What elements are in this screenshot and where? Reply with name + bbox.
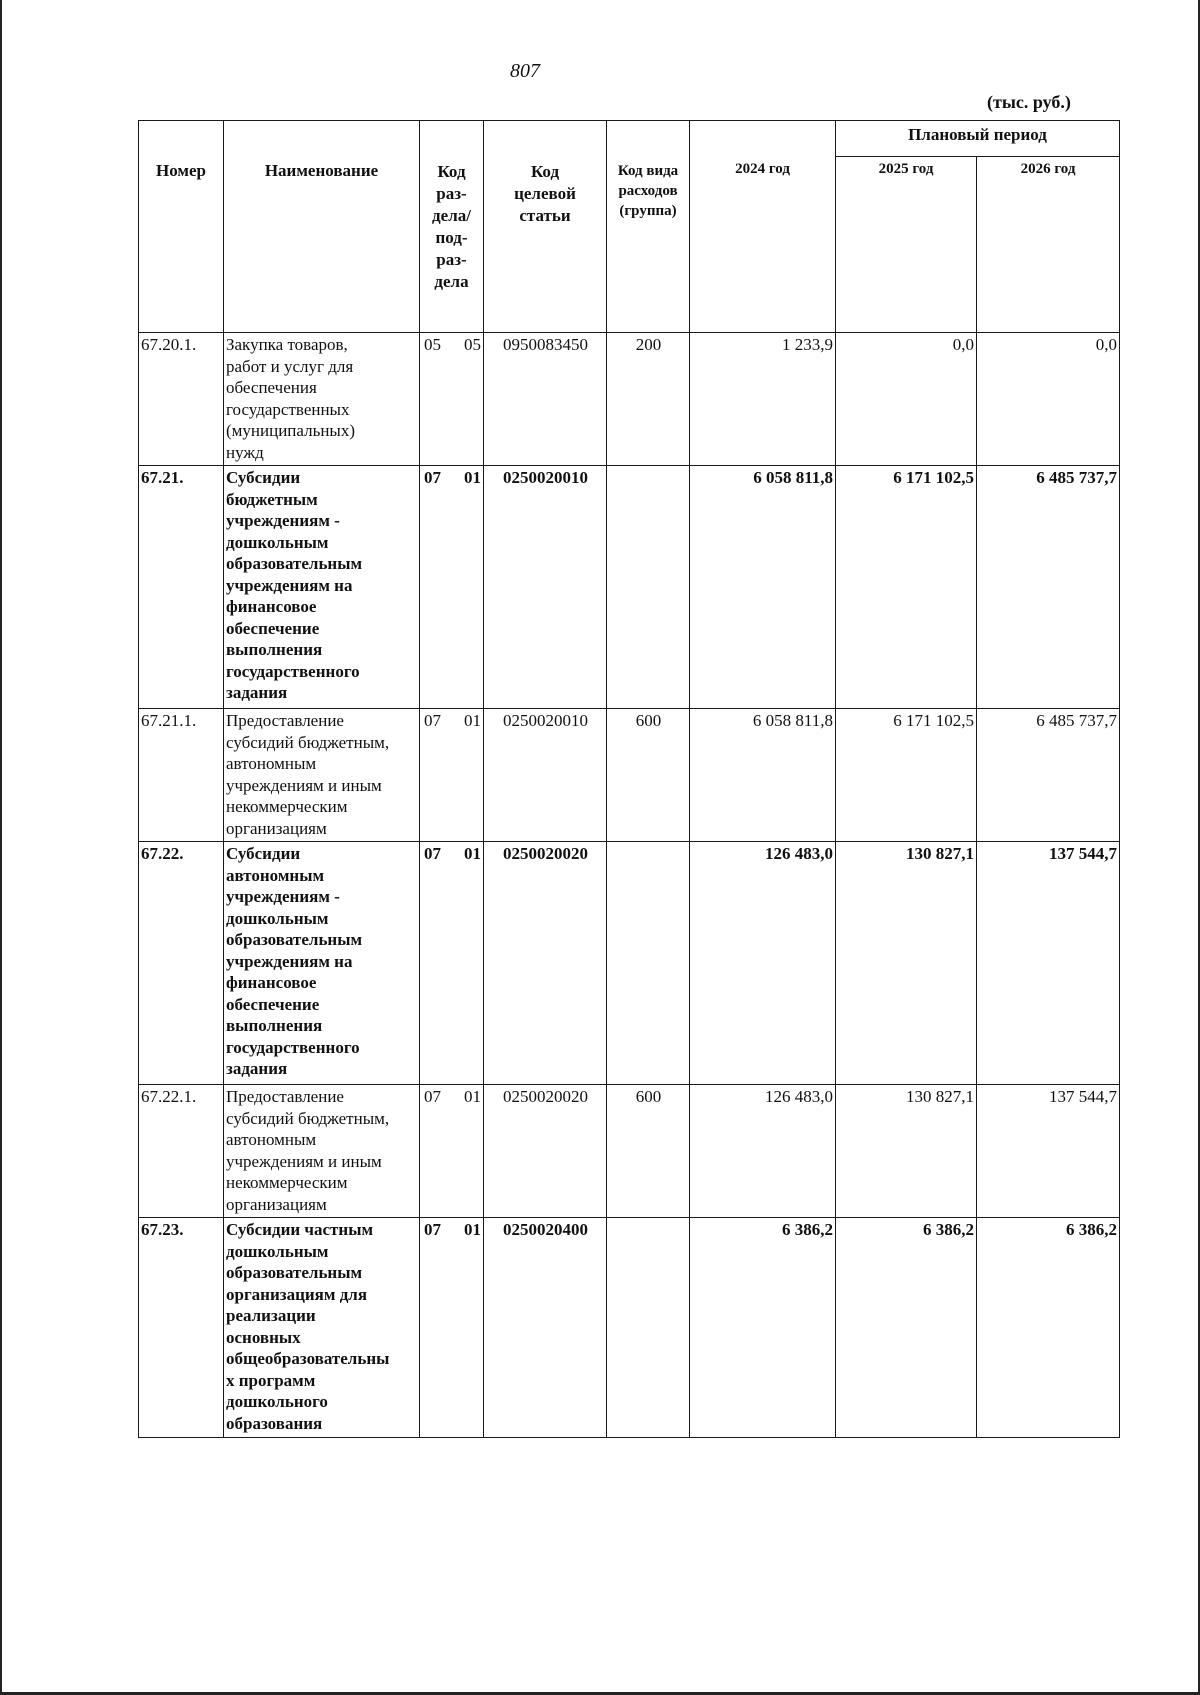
row-name-line: учреждениям и иным xyxy=(226,1151,382,1171)
row-vid-code xyxy=(607,466,690,709)
row-number: 67.21. xyxy=(139,466,224,709)
row-name-line: задания xyxy=(226,683,288,702)
row-razdel-code: 07 xyxy=(424,1220,441,1239)
row-podrazdel-code: 01 xyxy=(464,1087,481,1106)
row-razdel xyxy=(420,709,484,842)
row-name-line: обеспечения xyxy=(226,378,317,397)
row-name-line: автономным xyxy=(226,754,317,773)
row-vid-code: 600 xyxy=(607,709,690,842)
row-target-code: 0950083450 xyxy=(484,333,607,466)
row-name-line: дошкольным xyxy=(226,1241,329,1261)
row-amount-2025: 6 171 102,5 xyxy=(836,466,977,709)
row-name xyxy=(224,1218,420,1438)
row-name-line: организациям xyxy=(226,1194,327,1214)
table-row xyxy=(139,842,1120,1085)
row-name xyxy=(224,709,420,842)
row-target-code: 0250020010 xyxy=(484,466,607,709)
row-name-line: учреждениям - xyxy=(226,887,340,906)
row-amount-2025: 6 386,2 xyxy=(836,1218,977,1438)
row-name-line: (муниципальных) xyxy=(226,421,356,440)
row-name-line: Закупка товаров, xyxy=(226,335,348,354)
row-amount-2025: 0,0 xyxy=(836,333,977,466)
row-razdel xyxy=(420,333,484,466)
header-razdel-line: под- xyxy=(435,228,468,247)
row-name-line: некоммерческим xyxy=(226,797,348,816)
row-number: 67.20.1. xyxy=(139,333,224,466)
header-vid xyxy=(607,121,690,333)
row-razdel-code: 07 xyxy=(424,1087,441,1106)
row-podrazdel-code: 01 xyxy=(464,468,481,487)
row-name-line: выполнения xyxy=(226,640,323,659)
row-amount-2026: 6 485 737,7 xyxy=(977,709,1120,842)
row-name xyxy=(224,842,420,1085)
row-vid-code: 200 xyxy=(607,333,690,466)
row-name-line: организациям xyxy=(226,818,327,838)
row-amount-2024: 1 233,9 xyxy=(690,333,836,466)
row-name-line: дошкольного xyxy=(226,1392,328,1411)
row-podrazdel-code: 01 xyxy=(464,1220,481,1239)
row-name-line: дошкольным xyxy=(226,908,329,928)
row-target-code: 0250020400 xyxy=(484,1218,607,1438)
table-row xyxy=(139,466,1120,709)
header-target-line: Код xyxy=(530,162,560,181)
row-name-line: Субсидии частным xyxy=(226,1220,374,1239)
row-name-line: реализации xyxy=(226,1306,316,1325)
row-name-line: организациям для xyxy=(226,1284,368,1304)
units-label: (тыс. руб.) xyxy=(987,92,1071,112)
row-name-line: субсидий бюджетным, xyxy=(226,1108,390,1128)
row-target-code: 0250020010 xyxy=(484,709,607,842)
header-2026: 2026 год xyxy=(977,157,1120,333)
table-body xyxy=(139,333,1120,1438)
table-row xyxy=(139,1218,1120,1438)
header-vid-line: (группа) xyxy=(619,203,677,219)
row-name-line: образования xyxy=(226,1413,323,1433)
row-name-line: дошкольным xyxy=(226,532,329,552)
row-name-line: образовательным xyxy=(226,930,363,949)
row-name-line: основных xyxy=(226,1327,301,1347)
row-name-line: задания xyxy=(226,1059,288,1078)
row-name-line: образовательным xyxy=(226,554,363,573)
table-header xyxy=(139,121,1120,333)
row-amount-2024: 6 386,2 xyxy=(690,1218,836,1438)
row-amount-2025: 6 171 102,5 xyxy=(836,709,977,842)
row-amount-2024: 126 483,0 xyxy=(690,842,836,1085)
header-razdel-line: дела xyxy=(434,272,469,291)
row-vid-code: 600 xyxy=(607,1085,690,1218)
header-vid-line: Код вида xyxy=(617,163,679,179)
header-2025: 2025 год xyxy=(836,157,977,333)
row-name-line: автономным xyxy=(226,865,325,885)
row-number: 67.22. xyxy=(139,842,224,1085)
table-row xyxy=(139,1085,1120,1218)
row-name-line: финансовое xyxy=(226,597,317,616)
page-number: 807 xyxy=(510,60,540,82)
row-number: 67.21.1. xyxy=(139,709,224,842)
row-target-code: 0250020020 xyxy=(484,842,607,1085)
row-name xyxy=(224,333,420,466)
header-target-line: статьи xyxy=(519,206,571,225)
row-name-line: государственного xyxy=(226,1037,360,1057)
row-amount-2024: 6 058 811,8 xyxy=(690,709,836,842)
header-target xyxy=(484,121,607,333)
row-name-line: автономным xyxy=(226,1130,317,1149)
row-amount-2025: 130 827,1 xyxy=(836,1085,977,1218)
header-2024: 2024 год xyxy=(690,121,836,333)
row-vid-code xyxy=(607,842,690,1085)
row-name-line: учреждениям на xyxy=(226,951,353,971)
row-razdel-code: 07 xyxy=(424,844,441,863)
row-name-line: работ и услуг для xyxy=(226,356,354,376)
table-row xyxy=(139,709,1120,842)
header-razdel-line: раз- xyxy=(436,250,467,269)
header-target-line: целевой xyxy=(514,184,576,203)
header-vid-line: расходов xyxy=(618,183,678,199)
row-name-line: общеобразовательны xyxy=(226,1349,390,1368)
row-razdel xyxy=(420,1218,484,1438)
row-amount-2026: 137 544,7 xyxy=(977,842,1120,1085)
row-name-line: образовательным xyxy=(226,1263,363,1282)
row-name-line: учреждениям на xyxy=(226,575,353,595)
header-razdel xyxy=(420,121,484,333)
row-name-line: учреждениям и иным xyxy=(226,775,382,795)
row-name-line: субсидий бюджетным, xyxy=(226,732,390,752)
row-razdel xyxy=(420,842,484,1085)
row-amount-2026: 6 386,2 xyxy=(977,1218,1120,1438)
row-target-code: 0250020020 xyxy=(484,1085,607,1218)
row-razdel xyxy=(420,1085,484,1218)
header-number: Номер xyxy=(139,121,224,333)
table-row xyxy=(139,333,1120,466)
row-name-line: учреждениям - xyxy=(226,511,340,530)
row-amount-2026: 0,0 xyxy=(977,333,1120,466)
row-podrazdel-code: 05 xyxy=(464,335,481,354)
row-name-line: Предоставление xyxy=(226,711,344,730)
row-name-line: финансовое xyxy=(226,973,317,992)
header-razdel-line: раз- xyxy=(436,184,467,203)
budget-table xyxy=(138,120,1120,1438)
row-name-line: х программ xyxy=(226,1370,316,1390)
row-name-line: Субсидии xyxy=(226,844,301,863)
row-amount-2026: 137 544,7 xyxy=(977,1085,1120,1218)
row-name-line: государственного xyxy=(226,661,360,681)
header-razdel-line: Код xyxy=(437,162,466,181)
row-vid-code xyxy=(607,1218,690,1438)
row-number: 67.22.1. xyxy=(139,1085,224,1218)
row-name-line: обеспечение xyxy=(226,618,320,638)
header-razdel-line: дела/ xyxy=(432,206,471,225)
row-name xyxy=(224,1085,420,1218)
row-amount-2025: 130 827,1 xyxy=(836,842,977,1085)
row-razdel xyxy=(420,466,484,709)
row-razdel-code: 07 xyxy=(424,711,441,730)
header-name: Наименование xyxy=(224,121,420,333)
row-name-line: выполнения xyxy=(226,1016,323,1035)
row-razdel-code: 05 xyxy=(424,335,441,354)
row-name-line: Предоставление xyxy=(226,1087,344,1106)
row-amount-2024: 6 058 811,8 xyxy=(690,466,836,709)
row-name-line: Субсидии xyxy=(226,468,301,487)
row-name-line: бюджетным xyxy=(226,489,318,509)
row-podrazdel-code: 01 xyxy=(464,711,481,730)
row-amount-2026: 6 485 737,7 xyxy=(977,466,1120,709)
row-podrazdel-code: 01 xyxy=(464,844,481,863)
row-name-line: обеспечение xyxy=(226,994,320,1014)
row-name-line: государственных xyxy=(226,399,350,419)
row-name xyxy=(224,466,420,709)
row-amount-2024: 126 483,0 xyxy=(690,1085,836,1218)
header-planned-period: Плановый период xyxy=(836,121,1120,157)
row-razdel-code: 07 xyxy=(424,468,441,487)
row-name-line: некоммерческим xyxy=(226,1173,348,1192)
row-number: 67.23. xyxy=(139,1218,224,1438)
row-name-line: нужд xyxy=(226,442,264,462)
